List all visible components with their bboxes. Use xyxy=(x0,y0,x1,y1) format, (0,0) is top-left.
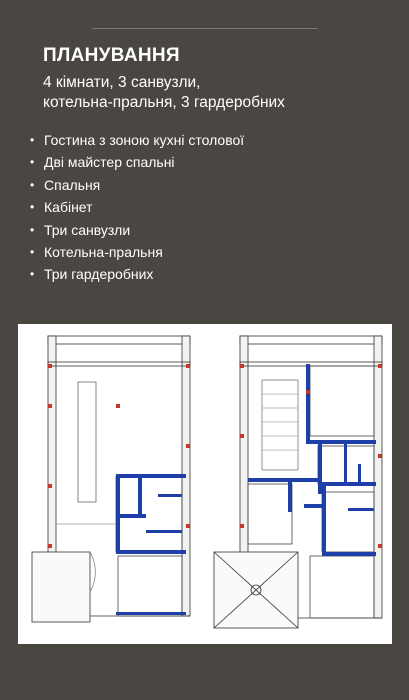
feature-text: Дві майстер спальні xyxy=(44,154,175,171)
feature-item xyxy=(30,265,244,287)
bullet-icon: • xyxy=(30,177,35,192)
ground-floor-plan xyxy=(32,336,190,622)
top-divider xyxy=(92,28,318,29)
bullet-icon: • xyxy=(30,155,35,170)
feature-item xyxy=(30,198,244,220)
feature-item xyxy=(30,176,244,198)
feature-item xyxy=(30,243,244,265)
bullet-icon: • xyxy=(30,244,35,259)
floor-plans-image xyxy=(18,324,392,644)
subtitle-line-1: 4 кімнати, 3 санвузли, xyxy=(43,74,201,91)
feature-text: Три санвузли xyxy=(44,221,131,238)
bullet-icon: • xyxy=(30,222,35,237)
bullet-icon: • xyxy=(30,133,35,147)
feature-text: Три гардеробних xyxy=(44,266,154,283)
first-floor-wall-accents xyxy=(240,364,382,548)
feature-text: Спальня xyxy=(44,176,101,193)
features-list xyxy=(30,131,244,288)
page-subtitle xyxy=(43,73,383,113)
page-title: ПЛАНУВАННЯ xyxy=(43,45,180,66)
feature-text: Гостина з зоною кухні столової xyxy=(44,132,245,148)
bullet-icon: • xyxy=(30,267,35,282)
floor-plans-drawing xyxy=(18,324,392,644)
feature-item xyxy=(30,131,244,153)
subtitle-line-2: котельна-пральня, 3 гардеробних xyxy=(43,94,285,111)
first-floor-walls xyxy=(248,364,376,556)
bullet-icon: • xyxy=(30,200,35,215)
ground-floor-walls xyxy=(116,474,186,615)
feature-item xyxy=(30,221,244,243)
feature-item xyxy=(30,153,244,175)
feature-text: Котельна-пральня xyxy=(44,243,163,260)
feature-text: Кабінет xyxy=(44,199,93,216)
